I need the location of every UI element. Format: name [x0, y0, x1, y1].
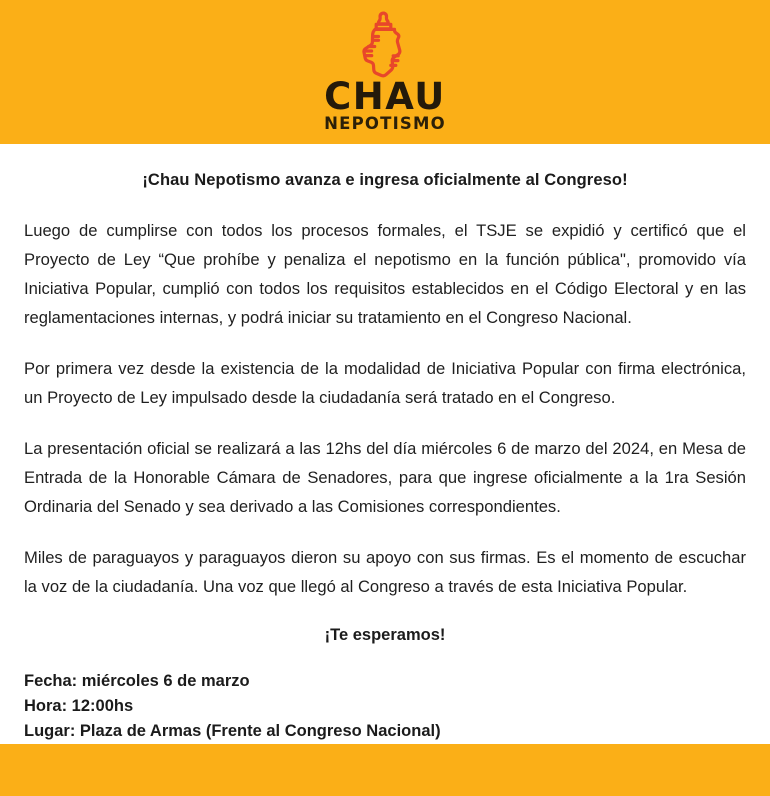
event-detail-place: Lugar: Plaza de Armas (Frente al Congreso Nacional) [24, 722, 441, 740]
announcement-body [0, 144, 770, 744]
header-band [0, 0, 770, 144]
event-detail-date: Fecha: miércoles 6 de marzo [24, 672, 250, 690]
baby-bottle-paraguay-map-icon [349, 10, 421, 80]
event-details [24, 645, 746, 744]
paragraph-2: Por primera vez desde la existencia de la modalidad de Iniciativa Popular con firma electrónica, un Proyecto de Ley impulsado desde la ciudadanía será tratado en el Congreso. [24, 359, 746, 407]
paragraph-4: Miles de paraguayos y paraguayos dieron su apoyo con sus firmas. Es el momento de escuchar la voz de la ciudadanía. Una voz que llegó al Congreso a través de esta Iniciativa Popular. [24, 548, 746, 596]
logo-lockup [310, 10, 460, 133]
page-title: ¡Chau Nepotismo avanza e ingresa oficialmente al Congreso! [142, 171, 628, 189]
logo-wordmark-sub: NEPOTISMO [324, 114, 446, 134]
paragraph-1: Luego de cumplirse con todos los procesos formales, el TSJE se expidió y certificó que el Proyecto de Ley “Que prohíbe y penaliza el nepotismo en la función pública", promovido vía Iniciativa Popular, cumplió con todos los requisitos establecidos en el Código Electoral y en las reglamentaciones internas, y podrá iniciar su tratamiento en el Congreso Nacional. [24, 221, 746, 327]
call-to-action: ¡Te esperamos! [324, 626, 446, 644]
footer-band [0, 744, 770, 796]
paragraph-3: La presentación oficial se realizará a las 12hs del día miércoles 6 de marzo del 2024, en Mesa de Entrada de la Honorable Cámara de Senadores, para que ingrese oficialmente a la 1ra Sesión Ordinaria del Senado y sea derivado a las Comisiones correspondientes. [24, 439, 746, 516]
event-detail-time: Hora: 12:00hs [24, 697, 134, 715]
logo-wordmark: CHAU [324, 75, 446, 118]
